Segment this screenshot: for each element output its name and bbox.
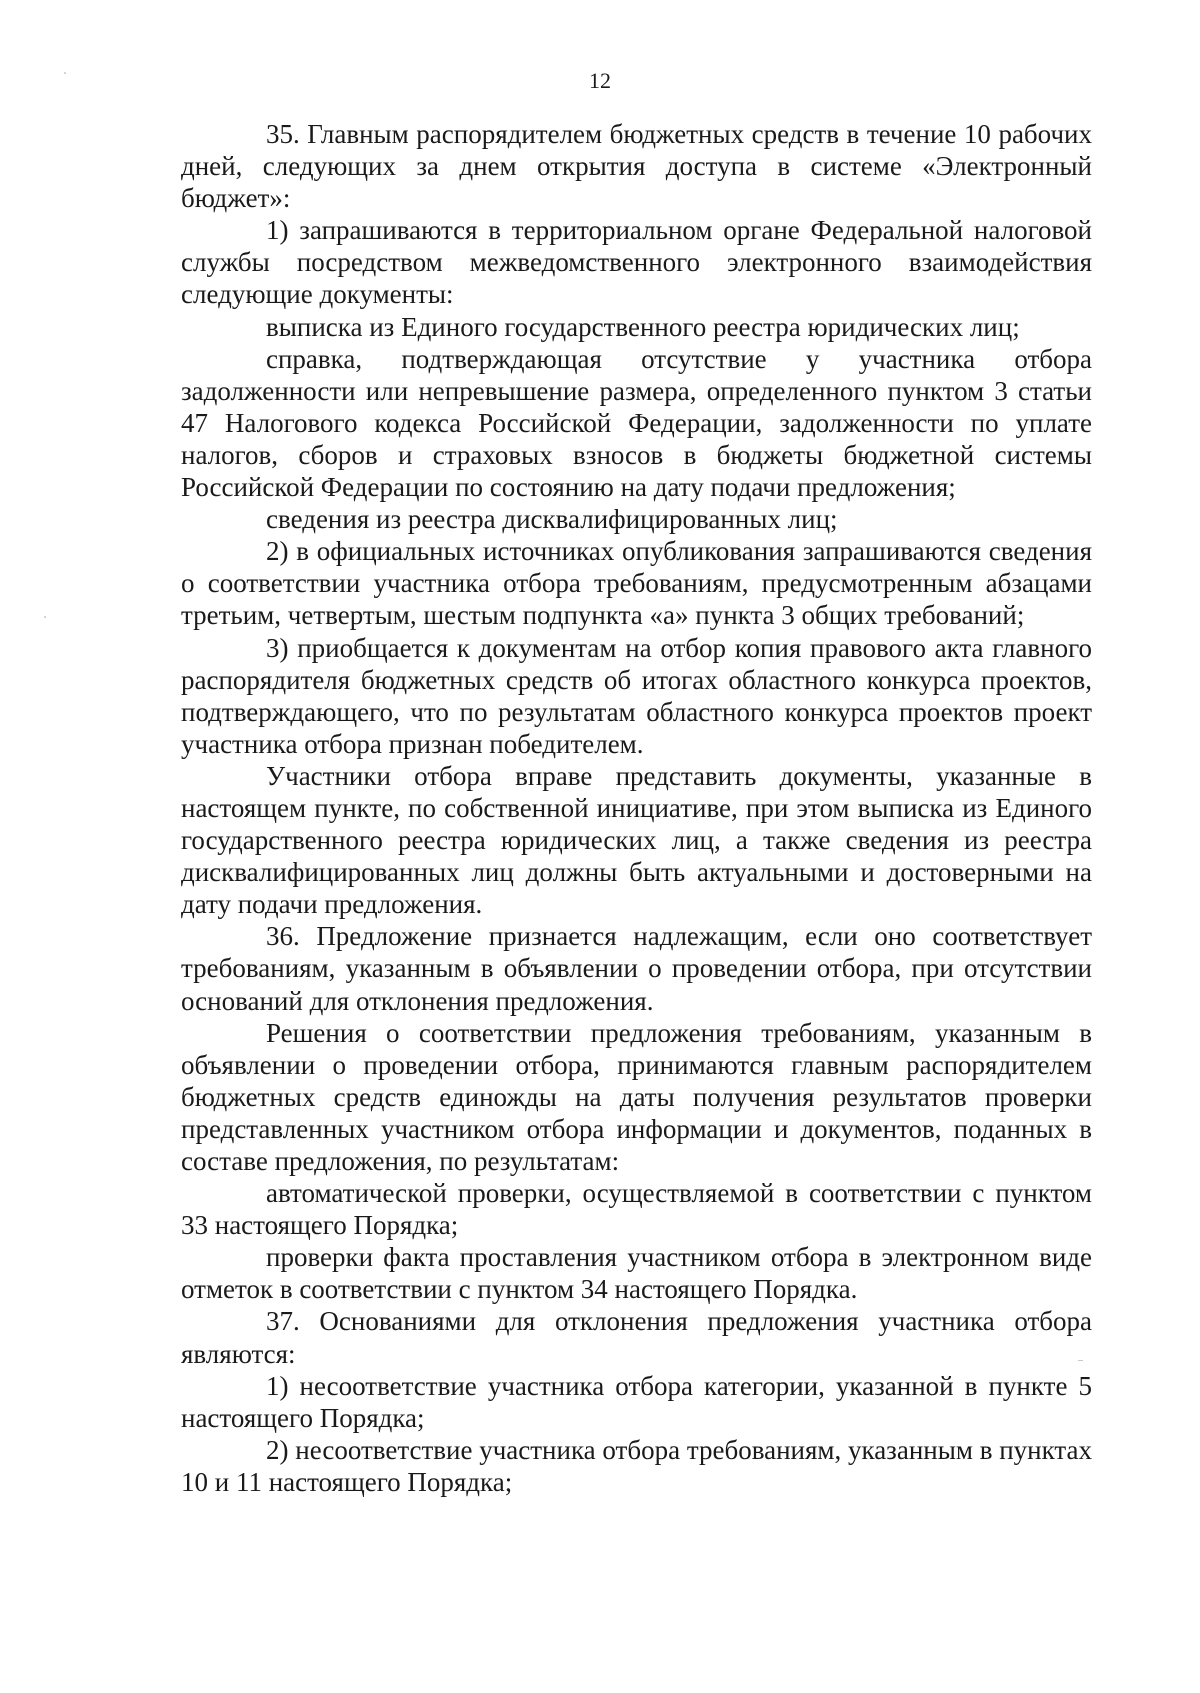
paragraph-35-item-3: 3) приобщается к документам на отбор копия правового акта главного распорядителя бюджетных средств об итогах областного конкурса проектов, подтверждающего, что по результатам областного конкурса проектов проект участника отбора признан победителем. [181, 632, 1092, 759]
paragraph-37: 37. Основаниями для отклонения предложения участника отбора являются: [181, 1306, 1092, 1369]
document-body [181, 118, 1092, 1498]
scan-speck [1078, 1360, 1083, 1361]
paragraph-36-decisions: Решения о соответствии предложения требованиям, указанным в объявлении о проведении отбора, принимаются главным распорядителем бюджетных средств единожды на даты получения результатов проверки представленных участником отбора информации и документов, поданных в составе предложения, по результатам: [181, 1017, 1092, 1176]
paragraph-egrul-extract: выписка из Единого государственного реестра юридических лиц; [266, 311, 1020, 342]
paragraph-35-item-2: 2) в официальных источниках опубликования запрашиваются сведения о соответствии участника отбора требованиям, предусмотренным абзацами третьим, четвертым, шестым подпункта «а» пункта 3 общих требований; [181, 536, 1092, 631]
paragraph-35: 35. Главным распорядителем бюджетных средств в течение 10 рабочих дней, следующих за днем открытия доступа в системе «Электронный бюджет»: [181, 119, 1092, 214]
paragraph-disqualified-registry: сведения из реестра дисквалифицированных лиц; [266, 504, 838, 535]
paragraph-35-item-1: 1) запрашиваются в территориальном органе Федеральной налоговой службы посредством межведомственного электронного взаимодействия следующие документы: [181, 215, 1092, 310]
scan-speck [64, 72, 66, 74]
paragraph-automatic-check: автоматической проверки, осуществляемой в соответствии с пунктом 33 настоящего Порядка; [181, 1178, 1092, 1241]
page-number: 12 [589, 68, 611, 93]
paragraph-marks-check: проверки факта проставления участником отбора в электронном виде отметок в соответствии с пунктом 34 настоящего Порядка. [181, 1242, 1092, 1305]
scan-speck [44, 616, 46, 618]
paragraph-participants-right: Участники отбора вправе представить документы, указанные в настоящем пункте, по собственной инициативе, при этом выписка из Единого государственного реестра юридических лиц, а также сведения из реестра дисквалифицированных лиц должны быть актуальными и достоверными на дату подачи предложения. [181, 760, 1092, 920]
paragraph-36: 36. Предложение признается надлежащим, если оно соответствует требованиям, указанным в объявлении о проведении отбора, при отсутствии оснований для отклонения предложения. [181, 921, 1092, 1016]
paragraph-37-item-1: 1) несоответствие участника отбора категории, указанной в пункте 5 настоящего Порядка; [181, 1370, 1092, 1433]
paragraph-37-item-2: 2) несоответствие участника отбора требованиям, указанным в пунктах 10 и 11 настоящего Порядка; [181, 1434, 1092, 1497]
paragraph-tax-certificate: справка, подтверждающая отсутствие у участника отбора задолженности или непревышение размера, определенного пунктом 3 статьи 47 Налогового кодекса Российской Федерации, задолженности по уплате налогов, сборов и страховых взносов в бюджеты бюджетной системы Российской Федерации по состоянию на дату подачи предложения; [181, 343, 1092, 503]
